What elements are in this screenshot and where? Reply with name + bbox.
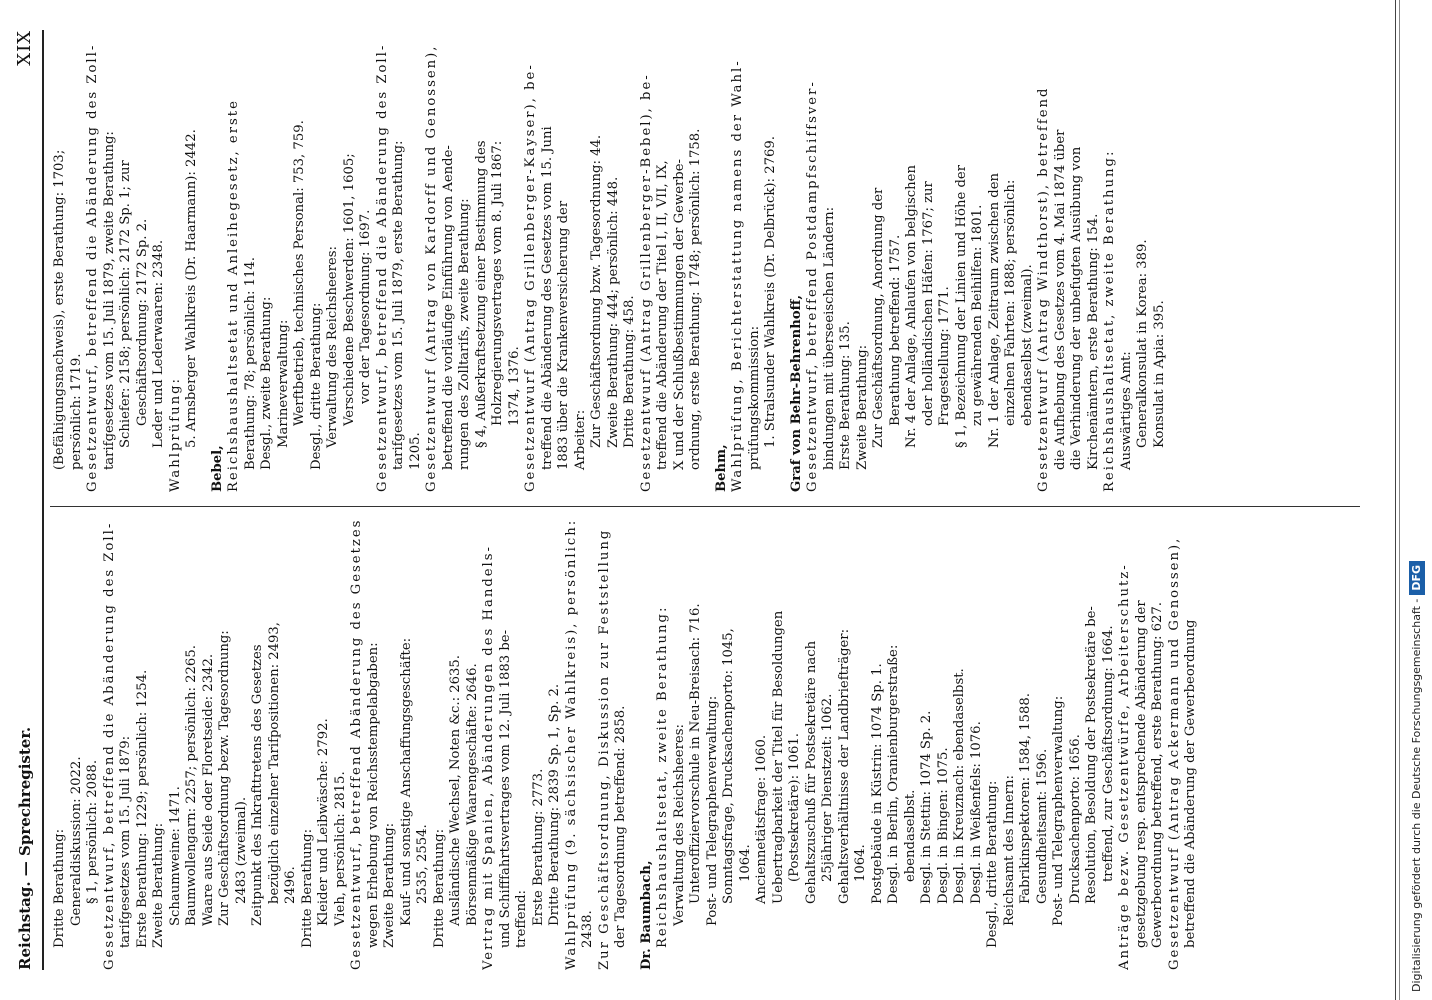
register-line: Desgl., zweite Berathung: [259, 296, 274, 470]
register-line: § 4, Außerkraftsetzung einer Bestimmung des [473, 140, 489, 448]
register-line: treffend die Abänderung des Gesetzes vom 15. Juni [539, 126, 555, 470]
register-line: Dritte Berathung: 2839 Sp. 1, Sp. 2. [547, 683, 562, 926]
register-line: ordnung, erste Berathung: 1748; persönlich: 1758. [688, 128, 703, 470]
register-line: Gesetzentwurf, betreffend die Abänderung des Zoll- [101, 521, 117, 970]
register-line: § 1, Bezeichnung der Linien und Höhe der [953, 164, 969, 448]
register-line: Zweite Berathung: [854, 344, 870, 470]
speaker-name: Graf von Behr-Behrenhoff, [788, 294, 804, 492]
register-line: 25jähriger Dienstzeit: 1062. [820, 693, 835, 882]
speaker-name: Bebel, [209, 445, 225, 492]
register-line: Anträge bezw. Gesetzentwürfe, Arbeiterschutz- [1117, 563, 1132, 970]
speaker-name: Dr. Baumbach, [638, 860, 654, 970]
register-line: Börsenmäßige Waarengeschäfte: 2646. [464, 663, 480, 926]
register-line: Reichsamt des Innern: [1001, 775, 1017, 926]
register-line: Gehaltszuschuß für Postsekretäre nach [803, 640, 819, 904]
register-line: prüfungskommission: [746, 325, 762, 470]
register-line: bezüglich einzelner Tarifpositionen: 2493, [266, 622, 282, 904]
entry-gap [705, 30, 714, 492]
credit-text: Digitalisierung gefördert durch die Deutsche Forschungsgemeinschaft - [1410, 598, 1423, 992]
register-line: Berathung betreffend: 1757. [887, 234, 903, 426]
register-line: Gesundheitsamt: 1596. [1034, 748, 1050, 904]
register-line: Uebertragbarkeit der Titel für Besoldungen [770, 610, 786, 904]
register-line: Dritte Berathung: [431, 828, 447, 948]
register-line: betreffend die vorläufige Einführung von Aende- [440, 145, 456, 470]
register-line: 2535, 2554. [415, 824, 430, 904]
register-line: Wahlprüfung, Berichterstattung namens der Wahl- [730, 59, 745, 492]
column-divider [50, 506, 1360, 507]
register-line: treffend die Abänderung der Titel I, II, VII, IX, [655, 160, 670, 470]
speaker-name: Behm, [713, 444, 729, 492]
entry-gap [201, 30, 210, 492]
register-line: Wahlprüfung: [167, 377, 183, 492]
register-line: 2483 (zweimal). [233, 796, 249, 904]
register-line: Zur Geschäftsordnung, Diskussion zur Feststellung [596, 528, 612, 970]
register-line: Fabrikinspektoren: 1584, 1588. [1018, 693, 1033, 904]
register-line: Verschiedene Beschwerden: 1601, 1605; [341, 153, 357, 426]
register-line: Marineverwaltung: [275, 319, 291, 448]
register-line: ebendaselbst (zweimal). [1019, 264, 1035, 426]
register-line: (Postsekretäre): 1061. [787, 733, 802, 882]
register-line: Resolution, Besoldung der Postsekretäre be- [1084, 606, 1099, 904]
register-line: Erste Berathung: 2773. [530, 768, 546, 926]
register-line: Kauf- und sonstige Anschaffungsgeschäfte: [398, 637, 414, 926]
register-line: Zweite Berathung: [151, 822, 166, 948]
dfg-logo: DFG [1409, 561, 1425, 595]
header-rule [42, 30, 44, 970]
register-line: Wahlprüfung (9. sächsischer Wahlkreis), persönlich: [563, 518, 579, 970]
register-line: Generalkonsulat in Korea: 389. [1135, 239, 1150, 448]
register-line: Gehaltsverhältnisse der Landbriefträger: [836, 628, 852, 904]
register-line: Post- und Telegraphenverwaltung: [1051, 695, 1066, 926]
register-line: Zur Geschäftsordnung bzw. Tagesordnung: 44. [589, 134, 604, 448]
register-line: Reichshaushaltsetat, zweite Berathung: [1102, 149, 1117, 492]
page-number: XIX [14, 30, 35, 66]
register-line: Gewerbeordnung betreffend, erste Berathung: 627. [1150, 602, 1165, 948]
entry-gap [630, 508, 639, 970]
register-line: Anciennetätsfrage: 1060. [754, 734, 769, 904]
register-line: Erste Berathung: 135. [838, 321, 853, 470]
register-line: 1. Stralsunder Wahlkreis (Dr. Delbrück): 2769. [763, 136, 778, 448]
register-line: Gesetzentwurf (Antrag von Kardorff und Genossen), [424, 44, 439, 492]
register-line: der Tagesordnung betreffend: 2858. [613, 705, 628, 948]
register-line: Holzregierungsvertrages vom 8. Juli 1867: [490, 140, 505, 426]
register-line: Desgl., dritte Berathung: [985, 780, 1000, 948]
register-line: oder holländischen Häfen: 1767; zur [920, 181, 936, 426]
entry-gap [780, 30, 789, 492]
register-line: Vertrag mit Spanien, Abänderungen des Handels- [481, 544, 496, 970]
register-line: Werftbetrieb, technisches Personal: 753, 759. [292, 120, 307, 426]
register-line: Gesetzentwurf (Antrag Grillenberger-Kayser), be- [523, 63, 538, 492]
right-column [52, 30, 1168, 492]
register-line: Arbeiter: [572, 409, 588, 470]
register-line: 1883 über die Krankenversicherung der [556, 200, 571, 470]
register-line: und Schifffahrtsvertrages vom 12. Juli 1883 be- [497, 629, 513, 948]
register-line: zu gewährenden Beihilfen: 1801. [970, 204, 985, 426]
register-line: 5. Arnsberger Wahlkreis (Dr. Haarmann): 2442. [184, 129, 199, 448]
register-line: Postgebäude in Küstrin: 1074 Sp. 1. [869, 663, 885, 904]
register-line: bindungen mit überseeischen Ländern: [821, 206, 837, 470]
register-line: 1064. [853, 844, 868, 882]
left-column [52, 508, 1200, 970]
register-line: Dritte Berathung: [52, 828, 67, 948]
register-line: Verwaltung des Reichsheeres: [325, 246, 340, 448]
running-header [8, 30, 40, 970]
register-line: Fragestellung: 1771. [937, 286, 952, 426]
register-line: vor der Tagesordnung: 1697. [358, 209, 373, 404]
register-line: Reichshaushaltsetat, zweite Berathung: [655, 605, 670, 948]
register-line: Reichshaushaltsetat und Anleihegesetz, erste [226, 99, 241, 492]
register-line: Gesetzentwurf, betreffend die Abänderung des Zoll- [85, 43, 100, 492]
register-line: Desgl. in Bingen: 1075. [935, 747, 951, 904]
digitization-credit [1404, 0, 1430, 996]
register-line: Kleider und Leibwäsche: 2792. [316, 718, 331, 926]
register-line: Dritte Berathung: 458. [622, 295, 637, 448]
register-line: Unteroffiziervorschule in Neu-Breisach: 716. [688, 603, 703, 904]
register-line: Ausländische Wechsel, Noten &c.: 2635. [448, 655, 463, 926]
register-line: einzelnen Fahrten: 1888; persönlich: [1003, 179, 1018, 426]
register-line: Desgl. in Weißenfels: 1076. [968, 721, 984, 904]
register-line: Gesetzentwurf (Antrag Windthorst), betreffend [1036, 86, 1051, 492]
register-line: gesetzgebung resp. entsprechende Abänderung der [1133, 600, 1149, 948]
register-line: Desgl. in Berlin, Oranienburgerstraße: [886, 644, 901, 904]
register-line: § 1, persönlich: 2088. [85, 759, 100, 904]
register-line: Generaldiskussion: 2022. [68, 756, 84, 926]
register-line: Zeitpunkt des Inkrafttretens des Gesetzes [250, 644, 265, 926]
register-line: Gesetzentwurf, betreffend die Abänderung des Zoll- [374, 43, 390, 492]
register-line: tarifgesetzes vom 15. Juli 1879: [118, 735, 133, 948]
register-line: (Befähigungsnachweis), erste Berathung: 1703; [52, 149, 67, 470]
register-line: wegen Erhebung von Reichsstempelabgaben: [365, 642, 381, 948]
register-line: Gesetzentwurf, betreffend Postdampfschiffsver- [805, 80, 820, 492]
register-line: tarifgesetzes vom 15. Juli 1879, erste Berathung: [391, 140, 406, 470]
register-line: Sonntagsfrage, Drucksachenporto: 1045, [721, 628, 736, 904]
register-line: Nr. 4 der Anlage, Anlaufen von belgischen [904, 165, 919, 448]
register-line: Schaumweine: 1471. [167, 786, 183, 926]
register-line: Leder und Lederwaaren: 2348. [151, 239, 166, 448]
register-line: Gesetzentwurf, betreffend Abänderung des Gesetzes [349, 518, 364, 970]
register-line: die Aufhebung des Gesetzes vom 4. Mai 1874 über [1052, 129, 1068, 470]
register-line: Vieh, persönlich: 2815. [332, 771, 348, 926]
register-line: Dritte Berathung: [299, 828, 315, 948]
register-line: Zweite Berathung: [382, 822, 397, 948]
register-line: X und der Schlußbestimmungen der Gewerbe- [671, 158, 687, 470]
register-line: Verwaltung des Reichsheeres: [671, 724, 687, 926]
register-line: Erste Berathung: 1229; persönlich: 1254. [134, 669, 150, 948]
register-line: Gesetzentwurf (Antrag Ackermann und Genossen), [1166, 536, 1182, 970]
page-edge [1395, 0, 1396, 1000]
register-line: rungen des Zolltarifs, zweite Berathung: [457, 198, 472, 470]
register-line: Kirchenämtern, erste Berathung: 154. [1085, 213, 1101, 470]
register-line: treffend, zur Geschäftsordnung: 1664. [1100, 625, 1116, 882]
register-line: Desgl. in Stettin: 1074 Sp. 2. [919, 710, 934, 904]
register-line: treffend: [514, 890, 529, 948]
register-line: Baumwollengarn: 2257; persönlich: 2265. [184, 645, 199, 926]
register-line: Auswärtiges Amt: [1118, 351, 1134, 470]
register-line: tarifgesetzes vom 15. Juli 1879, zweite Berathung: [101, 131, 117, 470]
register-line: Gesetzentwurf (Antrag Grillenberger-Bebel), be- [638, 73, 654, 492]
register-line: Desgl. in Kreuznach: ebendaselbst. [952, 668, 967, 904]
register-line: ebendaselbst. [902, 789, 918, 882]
register-line: 1374, 1376. [506, 346, 522, 426]
register-line: Post- und Telegraphenverwaltung: [704, 695, 720, 926]
register-line: Nr. 1 der Anlage, Zeitraum zwischen den [986, 173, 1002, 448]
register-line: 1064. [737, 844, 753, 882]
register-line: Waare aus Seide oder Floretseide: 2342. [200, 653, 216, 926]
register-line: 2438. [580, 910, 595, 948]
register-line: Konsulat in Apia: 395. [1151, 300, 1167, 448]
register-line: Zur Geschäftsordnung bezw. Tagesordnung: [217, 630, 232, 926]
register-line: persönlich: 1719. [68, 353, 84, 470]
register-line: 2496. [283, 866, 298, 904]
register-line: Berathung: 78; persönlich: 114. [242, 257, 258, 470]
register-line: Zur Geschäftsordnung, Anordnung der [871, 187, 886, 448]
register-line: Drucksachenporto: 1656. [1067, 734, 1083, 904]
register-line: betreffend die Abänderung der Gewerbeordnung [1183, 619, 1198, 948]
register-line: Desgl., dritte Berathung: [308, 302, 324, 470]
register-line: Geschäftsordnung: 2172 Sp. 2. [134, 218, 150, 426]
register-line: die Verhinderung der unbefugten Ausübung von [1069, 146, 1084, 470]
digitization-note [1400, 0, 1426, 1000]
header-title: Reichstag. — Sprechregister. [16, 726, 34, 970]
register-line: Zweite Berathung: 444; persönlich: 448. [605, 176, 621, 448]
register-line: Schiefer: 2158; persönlich: 2172 Sp. 1; zur [118, 160, 133, 448]
register-line: 1205. [407, 432, 423, 470]
